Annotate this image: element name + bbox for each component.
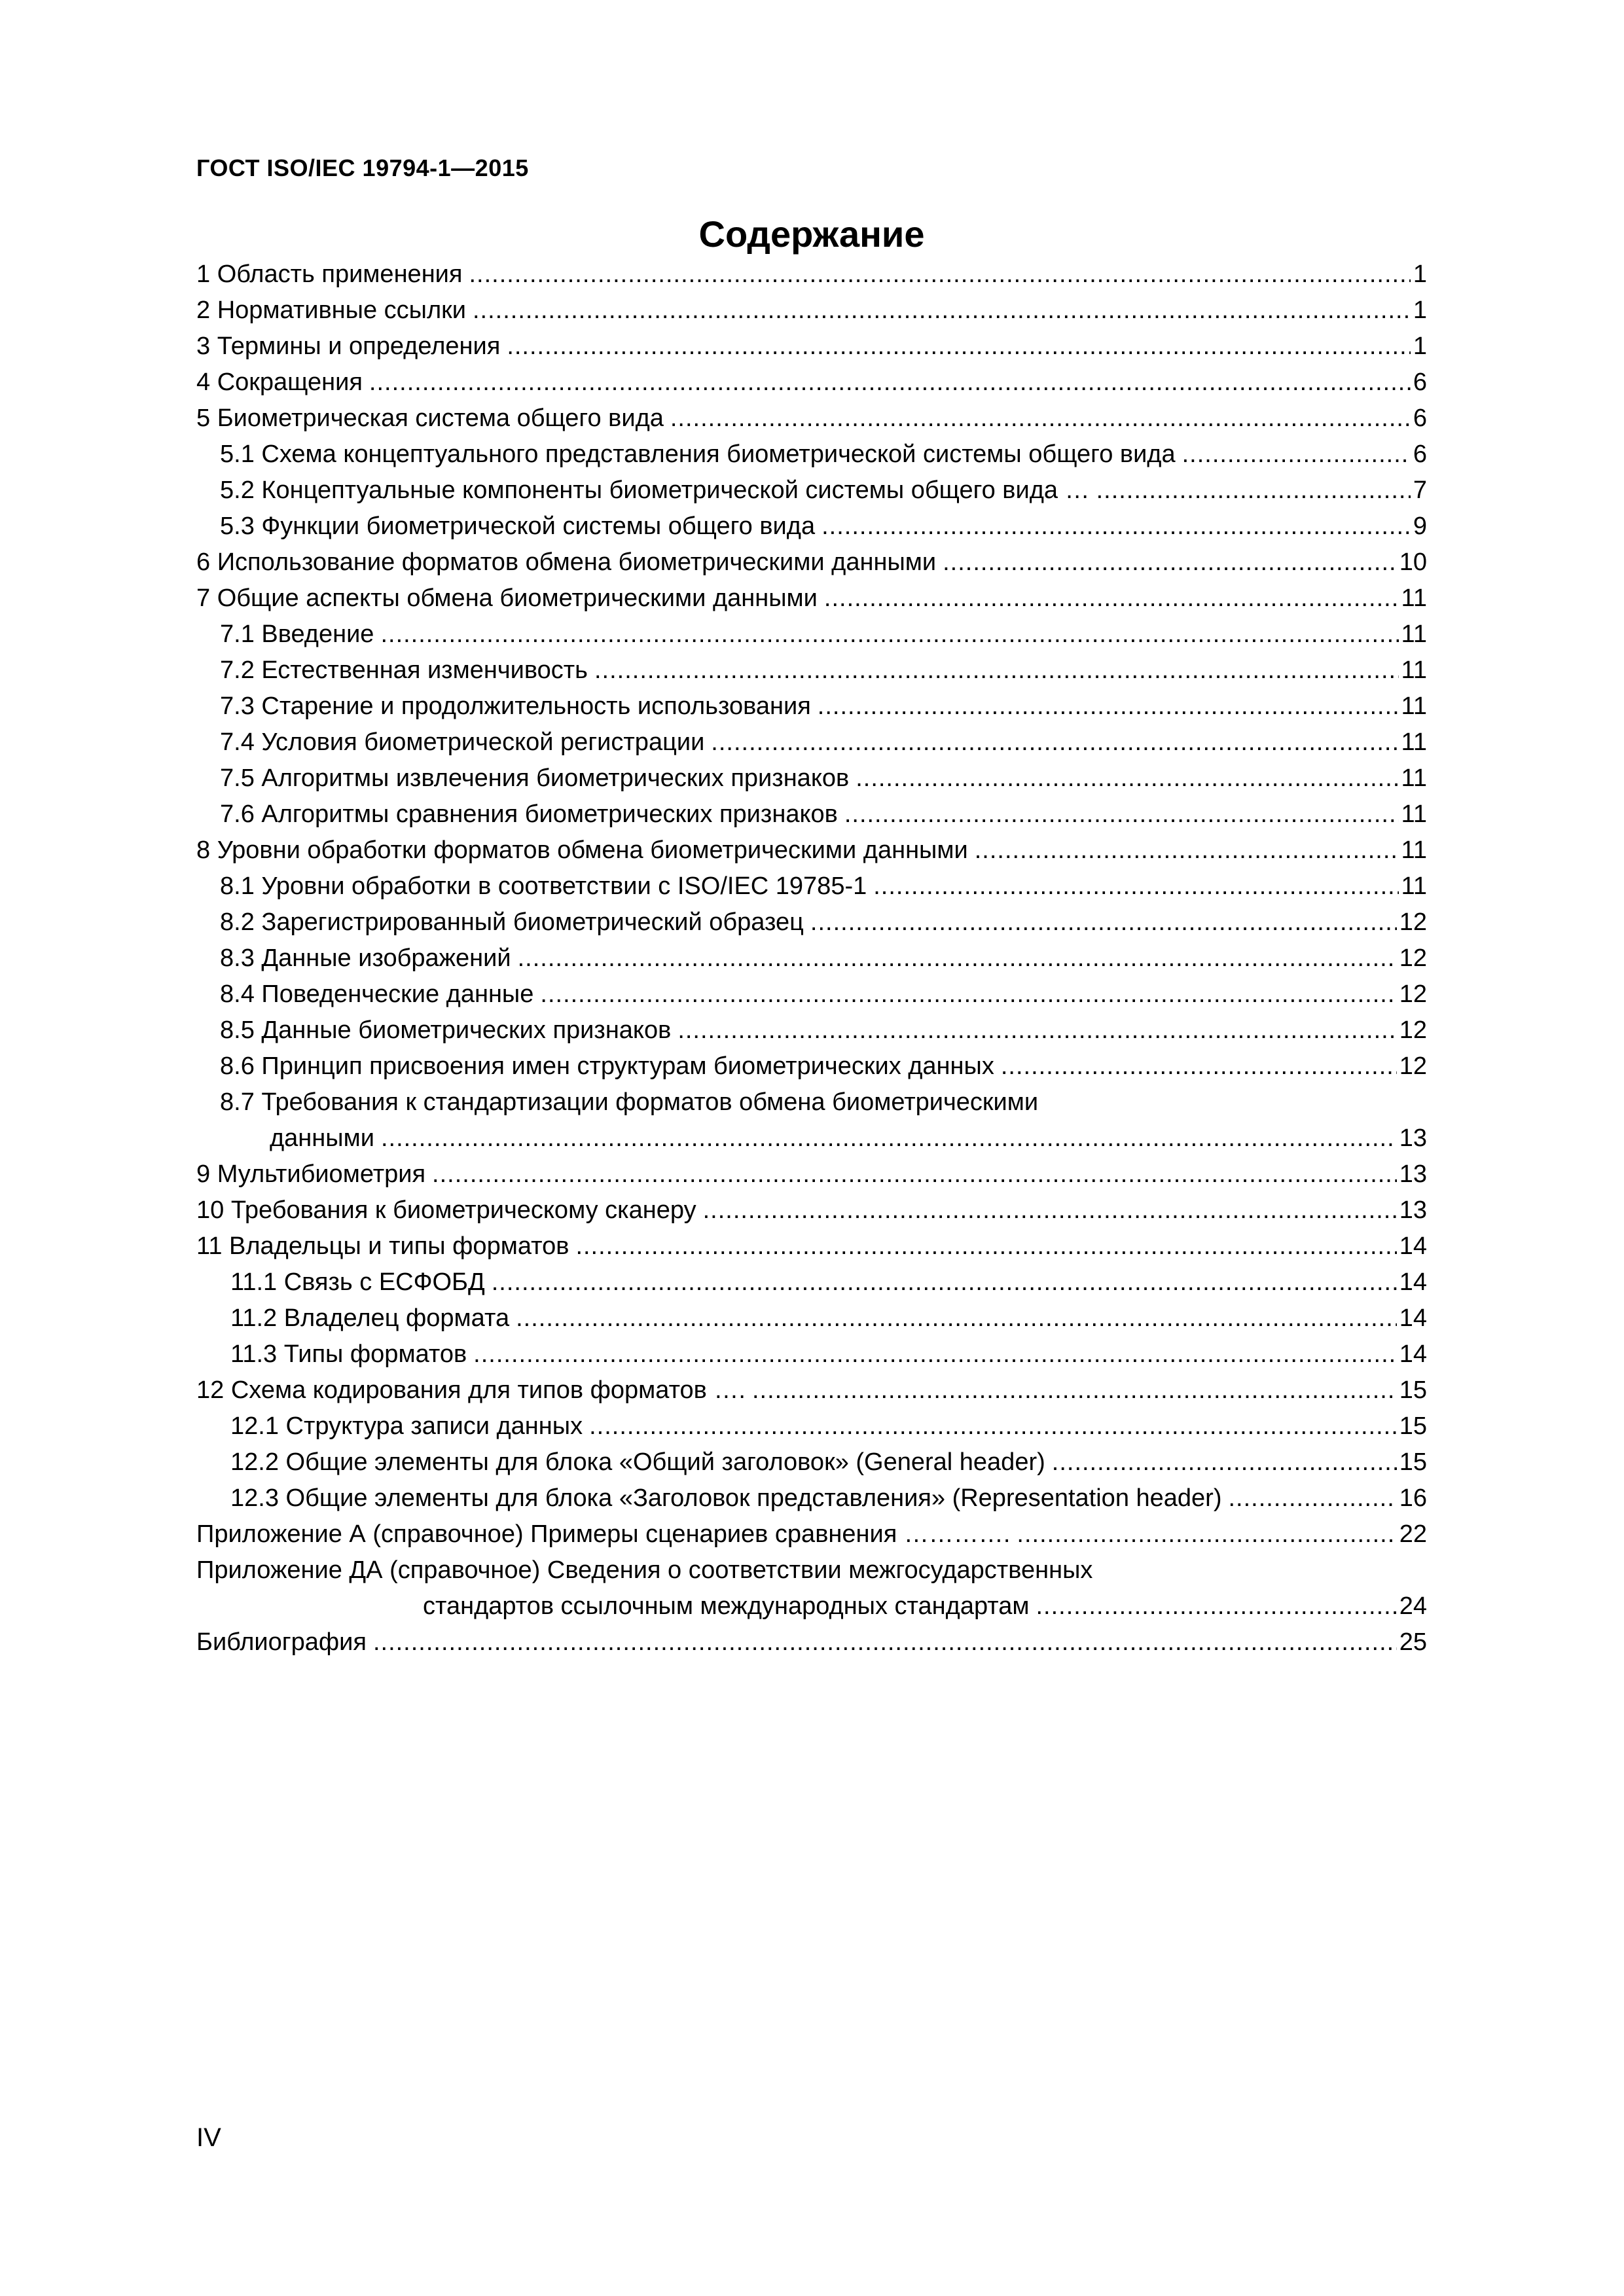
toc-entry-page: 10 (1399, 548, 1427, 576)
toc-entry-page: 11 (1401, 656, 1427, 684)
toc-entry-page: 13 (1399, 1160, 1427, 1188)
toc-leader-dots (507, 332, 1411, 361)
toc-entry-label: Приложение ДА (справочное) Сведения о соответствии межгосударственных (196, 1556, 1093, 1584)
toc-entry-page: 6 (1413, 368, 1427, 396)
toc-entry-page: 9 (1413, 512, 1427, 540)
toc-entry-page: 22 (1399, 1520, 1427, 1548)
toc-leader-dots (380, 620, 1398, 649)
toc-entry-page: 12 (1399, 944, 1427, 972)
toc-leader-dots (1229, 1484, 1397, 1513)
toc-entry-label: 8.5 Данные биометрических признаков (220, 1016, 672, 1044)
toc-leader-dots (518, 944, 1397, 973)
toc-entry-page: 1 (1413, 332, 1427, 360)
toc-leader-dots (677, 1016, 1396, 1045)
toc-entry[interactable] (196, 1268, 1427, 1304)
toc-leader-dots (1096, 476, 1411, 505)
toc-entry-label: стандартов ссылочным международных стандартам (423, 1592, 1030, 1620)
toc-entry-page: 11 (1401, 872, 1427, 900)
toc-entry-label: 12.2 Общие элементы для блока «Общий заголовок» (General header) (230, 1448, 1045, 1476)
toc-entry-page: 25 (1399, 1628, 1427, 1656)
toc-leader-dots (469, 260, 1410, 289)
toc-entry[interactable] (196, 440, 1427, 476)
toc-entry-page: 11 (1401, 800, 1427, 828)
toc-entry[interactable] (196, 1520, 1427, 1556)
toc-leader-dots (1182, 440, 1411, 469)
toc-entry-label: 11 Владельцы и типы форматов (196, 1232, 569, 1260)
toc-entry-page: 11 (1401, 692, 1427, 720)
toc-entry[interactable] (196, 1124, 1427, 1160)
toc-entry[interactable] (196, 800, 1427, 836)
page-number: IV (196, 2123, 221, 2152)
toc-entry[interactable] (196, 1340, 1427, 1376)
toc-entry[interactable] (196, 728, 1427, 764)
toc-leader-dots (1001, 1052, 1397, 1081)
toc-entry-label: 12.1 Структура записи данных (230, 1412, 583, 1440)
toc-entry-label: 5.1 Схема концептуального представления биометрической системы общего вида (220, 440, 1176, 468)
toc-entry-page: 24 (1399, 1592, 1427, 1620)
toc-leader-dots (594, 656, 1399, 685)
toc-entry-page: 1 (1413, 260, 1427, 288)
toc-entry-page: 12 (1399, 1052, 1427, 1080)
toc-entry-label: 5.2 Концептуальные компоненты биометрической системы общего вида … (220, 476, 1090, 504)
toc-leader-dots (703, 1196, 1397, 1225)
toc-entry-label: Приложение А (справочное) Примеры сценариев сравнения …………. (196, 1520, 1011, 1548)
toc-entry-page: 12 (1399, 980, 1427, 1008)
toc-entry-label: 6 Использование форматов обмена биометрическими данными (196, 548, 937, 576)
toc-entry-page: 11 (1401, 836, 1427, 864)
toc-leader-dots (432, 1160, 1397, 1189)
toc-leader-dots (670, 404, 1411, 433)
toc-entry-page: 11 (1401, 764, 1427, 792)
toc-leader-dots (943, 548, 1397, 577)
toc-entry[interactable] (196, 1052, 1427, 1088)
toc-leader-dots (369, 368, 1411, 397)
toc-entry-page: 15 (1399, 1448, 1427, 1476)
toc-entry[interactable] (196, 548, 1427, 584)
toc-entry[interactable] (196, 1376, 1427, 1412)
toc-leader-dots (1017, 1520, 1396, 1549)
toc-entry-page: 11 (1401, 620, 1427, 648)
toc-leader-dots (1036, 1592, 1397, 1621)
toc-entry-page: 11 (1401, 584, 1427, 612)
toc-entry[interactable] (196, 1592, 1427, 1628)
toc-entry[interactable] (196, 584, 1427, 620)
toc-entry-label: 9 Мультибиометрия (196, 1160, 426, 1188)
toc-entry[interactable] (196, 1016, 1427, 1052)
toc-entry[interactable] (196, 1160, 1427, 1196)
toc-entry[interactable] (196, 836, 1427, 872)
toc-entry[interactable] (196, 368, 1427, 404)
toc-entry[interactable] (196, 692, 1427, 728)
toc-entry[interactable] (196, 1412, 1427, 1448)
toc-entry-page: 14 (1399, 1340, 1427, 1368)
toc-entry-page: 11 (1401, 728, 1427, 756)
toc-entry-page: 14 (1399, 1232, 1427, 1260)
toc-entry-label: 11.1 Связь с ЕСФОБД (230, 1268, 485, 1296)
toc-entry[interactable] (196, 1304, 1427, 1340)
toc-entry[interactable] (196, 1232, 1427, 1268)
toc-entry-page: 12 (1399, 1016, 1427, 1044)
toc-leader-dots (381, 1124, 1397, 1153)
toc-entry-label: 7.5 Алгоритмы извлечения биометрических признаков (220, 764, 850, 792)
toc-entry-label: 8.1 Уровни обработки в соответствии с ISO/IEC 19785-1 (220, 872, 867, 900)
page-title: Содержание (698, 213, 925, 255)
toc-entry-label: 2 Нормативные ссылки (196, 296, 466, 324)
toc-leader-dots (1052, 1448, 1397, 1477)
toc-entry[interactable] (196, 1484, 1427, 1520)
toc-entry-label: данными (270, 1124, 374, 1152)
toc-leader-dots (844, 800, 1399, 829)
toc-entry-page: 13 (1399, 1124, 1427, 1152)
toc-entry-page: 6 (1413, 440, 1427, 468)
toc-leader-dots (589, 1412, 1397, 1441)
toc-leader-dots (711, 728, 1398, 757)
table-of-contents (196, 260, 1427, 1664)
toc-entry-label: 5 Биометрическая система общего вида (196, 404, 664, 432)
toc-entry-label: 7.2 Естественная изменчивость (220, 656, 588, 684)
toc-entry-page: 14 (1399, 1304, 1427, 1332)
toc-entry-page: 12 (1399, 908, 1427, 936)
toc-entry[interactable] (196, 512, 1427, 548)
toc-entry[interactable] (196, 656, 1427, 692)
toc-entry-label: 12.3 Общие элементы для блока «Заголовок представления» (Representation header) (230, 1484, 1222, 1512)
toc-entry-label: 7.6 Алгоритмы сравнения биометрических признаков (220, 800, 838, 828)
toc-leader-dots (575, 1232, 1396, 1261)
toc-leader-dots (873, 872, 1398, 901)
toc-entry-page: 16 (1399, 1484, 1427, 1512)
toc-entry-label: 8.3 Данные изображений (220, 944, 511, 972)
toc-entry[interactable] (196, 1088, 1427, 1124)
toc-entry-label: 8.7 Требования к стандартизации форматов обмена биометрическими (220, 1088, 1039, 1116)
toc-leader-dots (856, 764, 1398, 793)
toc-entry-label: 12 Схема кодирования для типов форматов …. (196, 1376, 746, 1404)
toc-entry[interactable] (196, 944, 1427, 980)
toc-leader-dots (540, 980, 1396, 1009)
toc-leader-dots (810, 908, 1397, 937)
toc-entry-page: 1 (1413, 296, 1427, 324)
toc-leader-dots (473, 296, 1411, 325)
toc-entry[interactable] (196, 1448, 1427, 1484)
toc-entry-page: 13 (1399, 1196, 1427, 1224)
toc-entry-label: 1 Область применения (196, 260, 463, 288)
toc-entry[interactable] (196, 1628, 1427, 1664)
toc-entry-label: 8.4 Поведенческие данные (220, 980, 534, 1008)
toc-leader-dots (516, 1304, 1397, 1333)
toc-entry-page: 7 (1413, 476, 1427, 504)
toc-leader-dots (473, 1340, 1397, 1369)
toc-entry-page: 6 (1413, 404, 1427, 432)
toc-leader-dots (975, 836, 1399, 865)
toc-entry-label: 11.3 Типы форматов (230, 1340, 467, 1368)
toc-entry[interactable] (196, 1556, 1427, 1592)
toc-entry[interactable] (196, 620, 1427, 656)
toc-leader-dots (824, 584, 1399, 613)
toc-entry[interactable] (196, 296, 1427, 332)
toc-entry-label: 8.6 Принцип присвоения имен структурам биометрических данных (220, 1052, 994, 1080)
toc-leader-dots (492, 1268, 1397, 1297)
toc-entry-label: 8.2 Зарегистрированный биометрический образец (220, 908, 804, 936)
toc-entry-label: 4 Сокращения (196, 368, 363, 396)
toc-entry-page: 15 (1399, 1412, 1427, 1440)
toc-entry-label: 5.3 Функции биометрической системы общего вида (220, 512, 816, 540)
toc-entry[interactable] (196, 404, 1427, 440)
toc-entry[interactable] (196, 980, 1427, 1016)
toc-entry[interactable] (196, 332, 1427, 368)
toc-entry-label: 8 Уровни обработки форматов обмена биометрическими данными (196, 836, 968, 864)
toc-entry-label: 7.3 Старение и продолжительность использования (220, 692, 811, 720)
toc-entry[interactable] (196, 1196, 1427, 1232)
toc-entry-label: Библиография (196, 1628, 367, 1656)
toc-leader-dots (373, 1628, 1397, 1657)
toc-entry-label: 7.1 Введение (220, 620, 374, 648)
toc-entry[interactable] (196, 476, 1427, 512)
toc-leader-dots (818, 692, 1399, 721)
toc-entry-label: 3 Термины и определения (196, 332, 501, 360)
toc-entry-label: 11.2 Владелец формата (230, 1304, 510, 1332)
toc-entry-page: 15 (1399, 1376, 1427, 1404)
toc-entry[interactable] (196, 908, 1427, 944)
toc-entry-label: 10 Требования к биометрическому сканеру (196, 1196, 696, 1224)
toc-leader-dots (752, 1376, 1397, 1405)
toc-entry[interactable] (196, 872, 1427, 908)
toc-leader-dots (821, 512, 1411, 541)
toc-entry[interactable] (196, 764, 1427, 800)
toc-entry[interactable] (196, 260, 1427, 296)
document-header: ГОСТ ISO/IEC 19794-1—2015 (196, 154, 529, 181)
toc-entry-label: 7 Общие аспекты обмена биометрическими данными (196, 584, 818, 612)
toc-entry-page: 14 (1399, 1268, 1427, 1296)
toc-entry-label: 7.4 Условия биометрической регистрации (220, 728, 705, 756)
